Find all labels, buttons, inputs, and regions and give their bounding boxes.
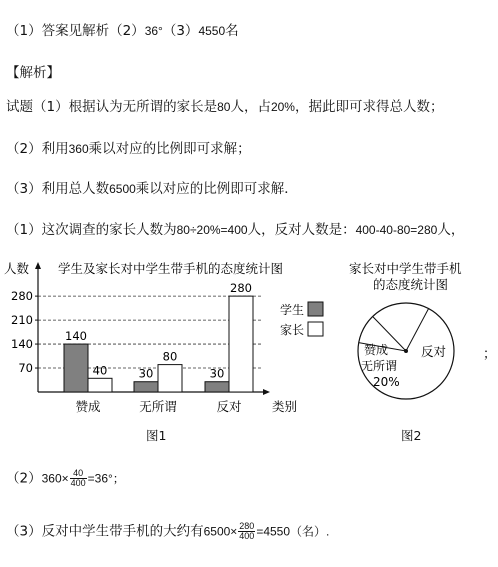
solution-1-text-a: （1）这次调查的家长人数为 (6, 222, 177, 238)
solution-1-line (6, 221, 464, 239)
answer-value-2: 36° (144, 24, 163, 38)
hint-3-line (6, 180, 298, 198)
bar-parent (88, 378, 112, 392)
solution-2-fraction (70, 469, 87, 488)
answer-part1: （1）答案见解析（2） (6, 23, 145, 39)
bar-student (205, 382, 229, 392)
bar-parent (158, 365, 182, 392)
category-label: 无所谓 (139, 399, 177, 414)
y-axis-arrow (35, 262, 41, 269)
answer-part3: 名 (225, 23, 239, 39)
y-tick-label: 140 (11, 337, 33, 352)
analysis-heading: 【解析】 (6, 65, 60, 81)
fraction-denominator: 400 (239, 531, 255, 541)
pie-label-indifferent-percent: 20% (373, 375, 400, 389)
solution-1-text-b: 人，反对人数是： (247, 222, 356, 238)
answer-part2: （3） (162, 23, 199, 39)
hint-2-text-b: 乘以对应的比例即可求解； (88, 141, 251, 157)
legend-swatch-student (308, 302, 323, 316)
hint-3-text-b: 乘以对应的比例即可求解． (135, 181, 298, 197)
fraction-denominator: 400 (70, 478, 86, 488)
y-tick-label: 210 (11, 313, 33, 328)
solution-3-text-a: （3）反对中学生带手机的大约有 (6, 523, 204, 540)
solution-1-calc-1: 80÷20%=400 (176, 223, 248, 237)
y-tick-label: 70 (18, 361, 33, 376)
bar-chart-title: 学生及家长对中学生带手机的态度统计图 (58, 261, 284, 276)
bar-value-label: 140 (65, 329, 87, 344)
bar-parent (229, 296, 253, 392)
trailing-semicolon: ； (483, 347, 497, 362)
figure-1-caption: 图1 (146, 428, 167, 443)
x-axis-arrow (263, 389, 270, 395)
fraction-numerator: 40 (70, 469, 87, 479)
solution-2-line (6, 469, 125, 488)
pie-label-agree: 赞成 (364, 343, 389, 357)
solution-3-result: =4550（名）. (256, 524, 330, 539)
analysis-number-80: 80 (217, 100, 231, 114)
fraction-numerator: 280 (239, 521, 255, 531)
analysis-text-c: ，据此即可求得总人数； (294, 99, 444, 115)
bar-value-label: 80 (162, 349, 178, 364)
hint-2-text-a: （2）利用 (6, 141, 69, 157)
bar-value-label: 30 (138, 366, 154, 381)
solution-2-multiplier: 360× (41, 471, 69, 486)
answer-value-3: 4550 (198, 24, 226, 38)
solution-3-multiplier: 6500× (203, 524, 238, 539)
hint-2-line (6, 140, 251, 158)
analysis-text-b: 人，占 (230, 99, 271, 115)
bar-chart (0, 255, 340, 430)
legend-label-parent: 家长 (280, 323, 305, 337)
solution-3-fraction (238, 522, 255, 541)
pie-chart (337, 255, 497, 425)
bar-value-label: 30 (209, 366, 225, 381)
pie-label-indifferent: 无所谓 (361, 359, 398, 373)
answer-line (6, 22, 239, 40)
figure-2-caption: 图2 (401, 428, 422, 443)
hint-2-number: 360 (68, 142, 89, 156)
x-axis-label: 类别 (272, 399, 298, 414)
solution-2-text-a: （2） (6, 470, 42, 487)
pie-chart-title-line2: 的态度统计图 (373, 277, 449, 292)
analysis-text-a: 试题（1）根据认为无所谓的家长是 (6, 99, 218, 115)
legend-label-student: 学生 (280, 303, 305, 317)
bar-value-label: 40 (92, 363, 108, 378)
y-axis-label: 人数 (4, 261, 30, 276)
analysis-line (6, 98, 443, 116)
hint-3-number: 6500 (109, 182, 136, 196)
solution-2-result: =36°； (87, 471, 125, 486)
hint-3-text-a: （3）利用总人数 (6, 181, 110, 197)
solution-3-line (6, 522, 329, 541)
bar-value-label: 280 (230, 281, 252, 296)
y-tick-label: 280 (11, 289, 33, 304)
pie-chart-title-line1: 家长对中学生带手机 (349, 261, 462, 276)
solution-1-text-c: 人， (437, 222, 465, 238)
bar-student (134, 382, 158, 392)
bar-student (64, 344, 88, 392)
solution-1-calc-2: 400-40-80=280 (355, 223, 438, 237)
legend-swatch-parent (308, 322, 323, 336)
category-label: 赞成 (75, 399, 101, 414)
pie-center-dot (404, 349, 408, 353)
category-label: 反对 (216, 399, 242, 414)
analysis-number-percent: 20% (270, 100, 295, 114)
pie-label-oppose: 反对 (421, 344, 447, 359)
